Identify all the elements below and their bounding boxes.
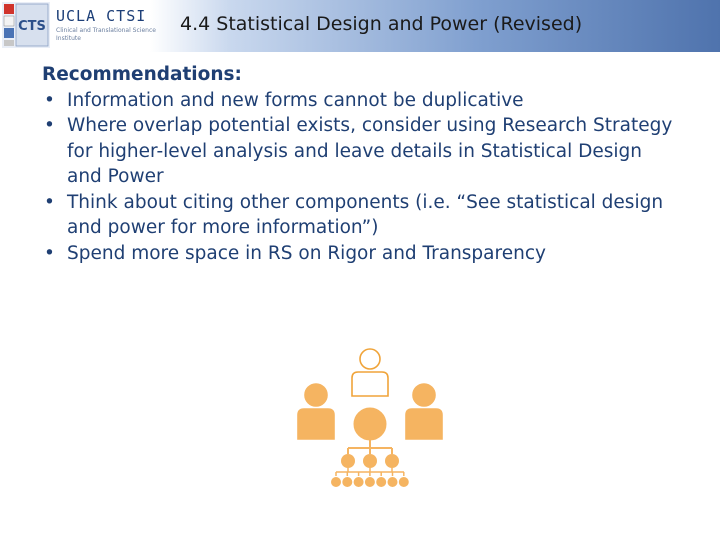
slide-header <box>0 0 720 52</box>
ucla-ctsi-logo <box>2 2 50 48</box>
logo-name: UCLA CTSI <box>56 7 147 25</box>
slide-title: 4.4 Statistical Design and Power (Revised) <box>180 13 583 35</box>
recommendations-heading: Recommendations: <box>42 64 242 85</box>
bullet-item: • Spend more space in RS on Rigor and Transparency <box>42 241 682 267</box>
svg-text:CTS: CTS <box>18 19 46 34</box>
org-hierarchy-icon <box>296 344 444 490</box>
bullet-item: • Think about citing other components (i.e. “See statistical design and power for more information”) <box>42 190 682 241</box>
recommendations-list <box>42 88 682 267</box>
slide-body <box>42 62 682 266</box>
bullet-item: • Where overlap potential exists, consider using Research Strategy for higher-level analysis and leave details in Statistical Design and Power <box>42 113 682 190</box>
logo-subtitle: Clinical and Translational Science Institute <box>56 27 156 42</box>
bullet-item: • Information and new forms cannot be duplicative <box>42 88 682 114</box>
